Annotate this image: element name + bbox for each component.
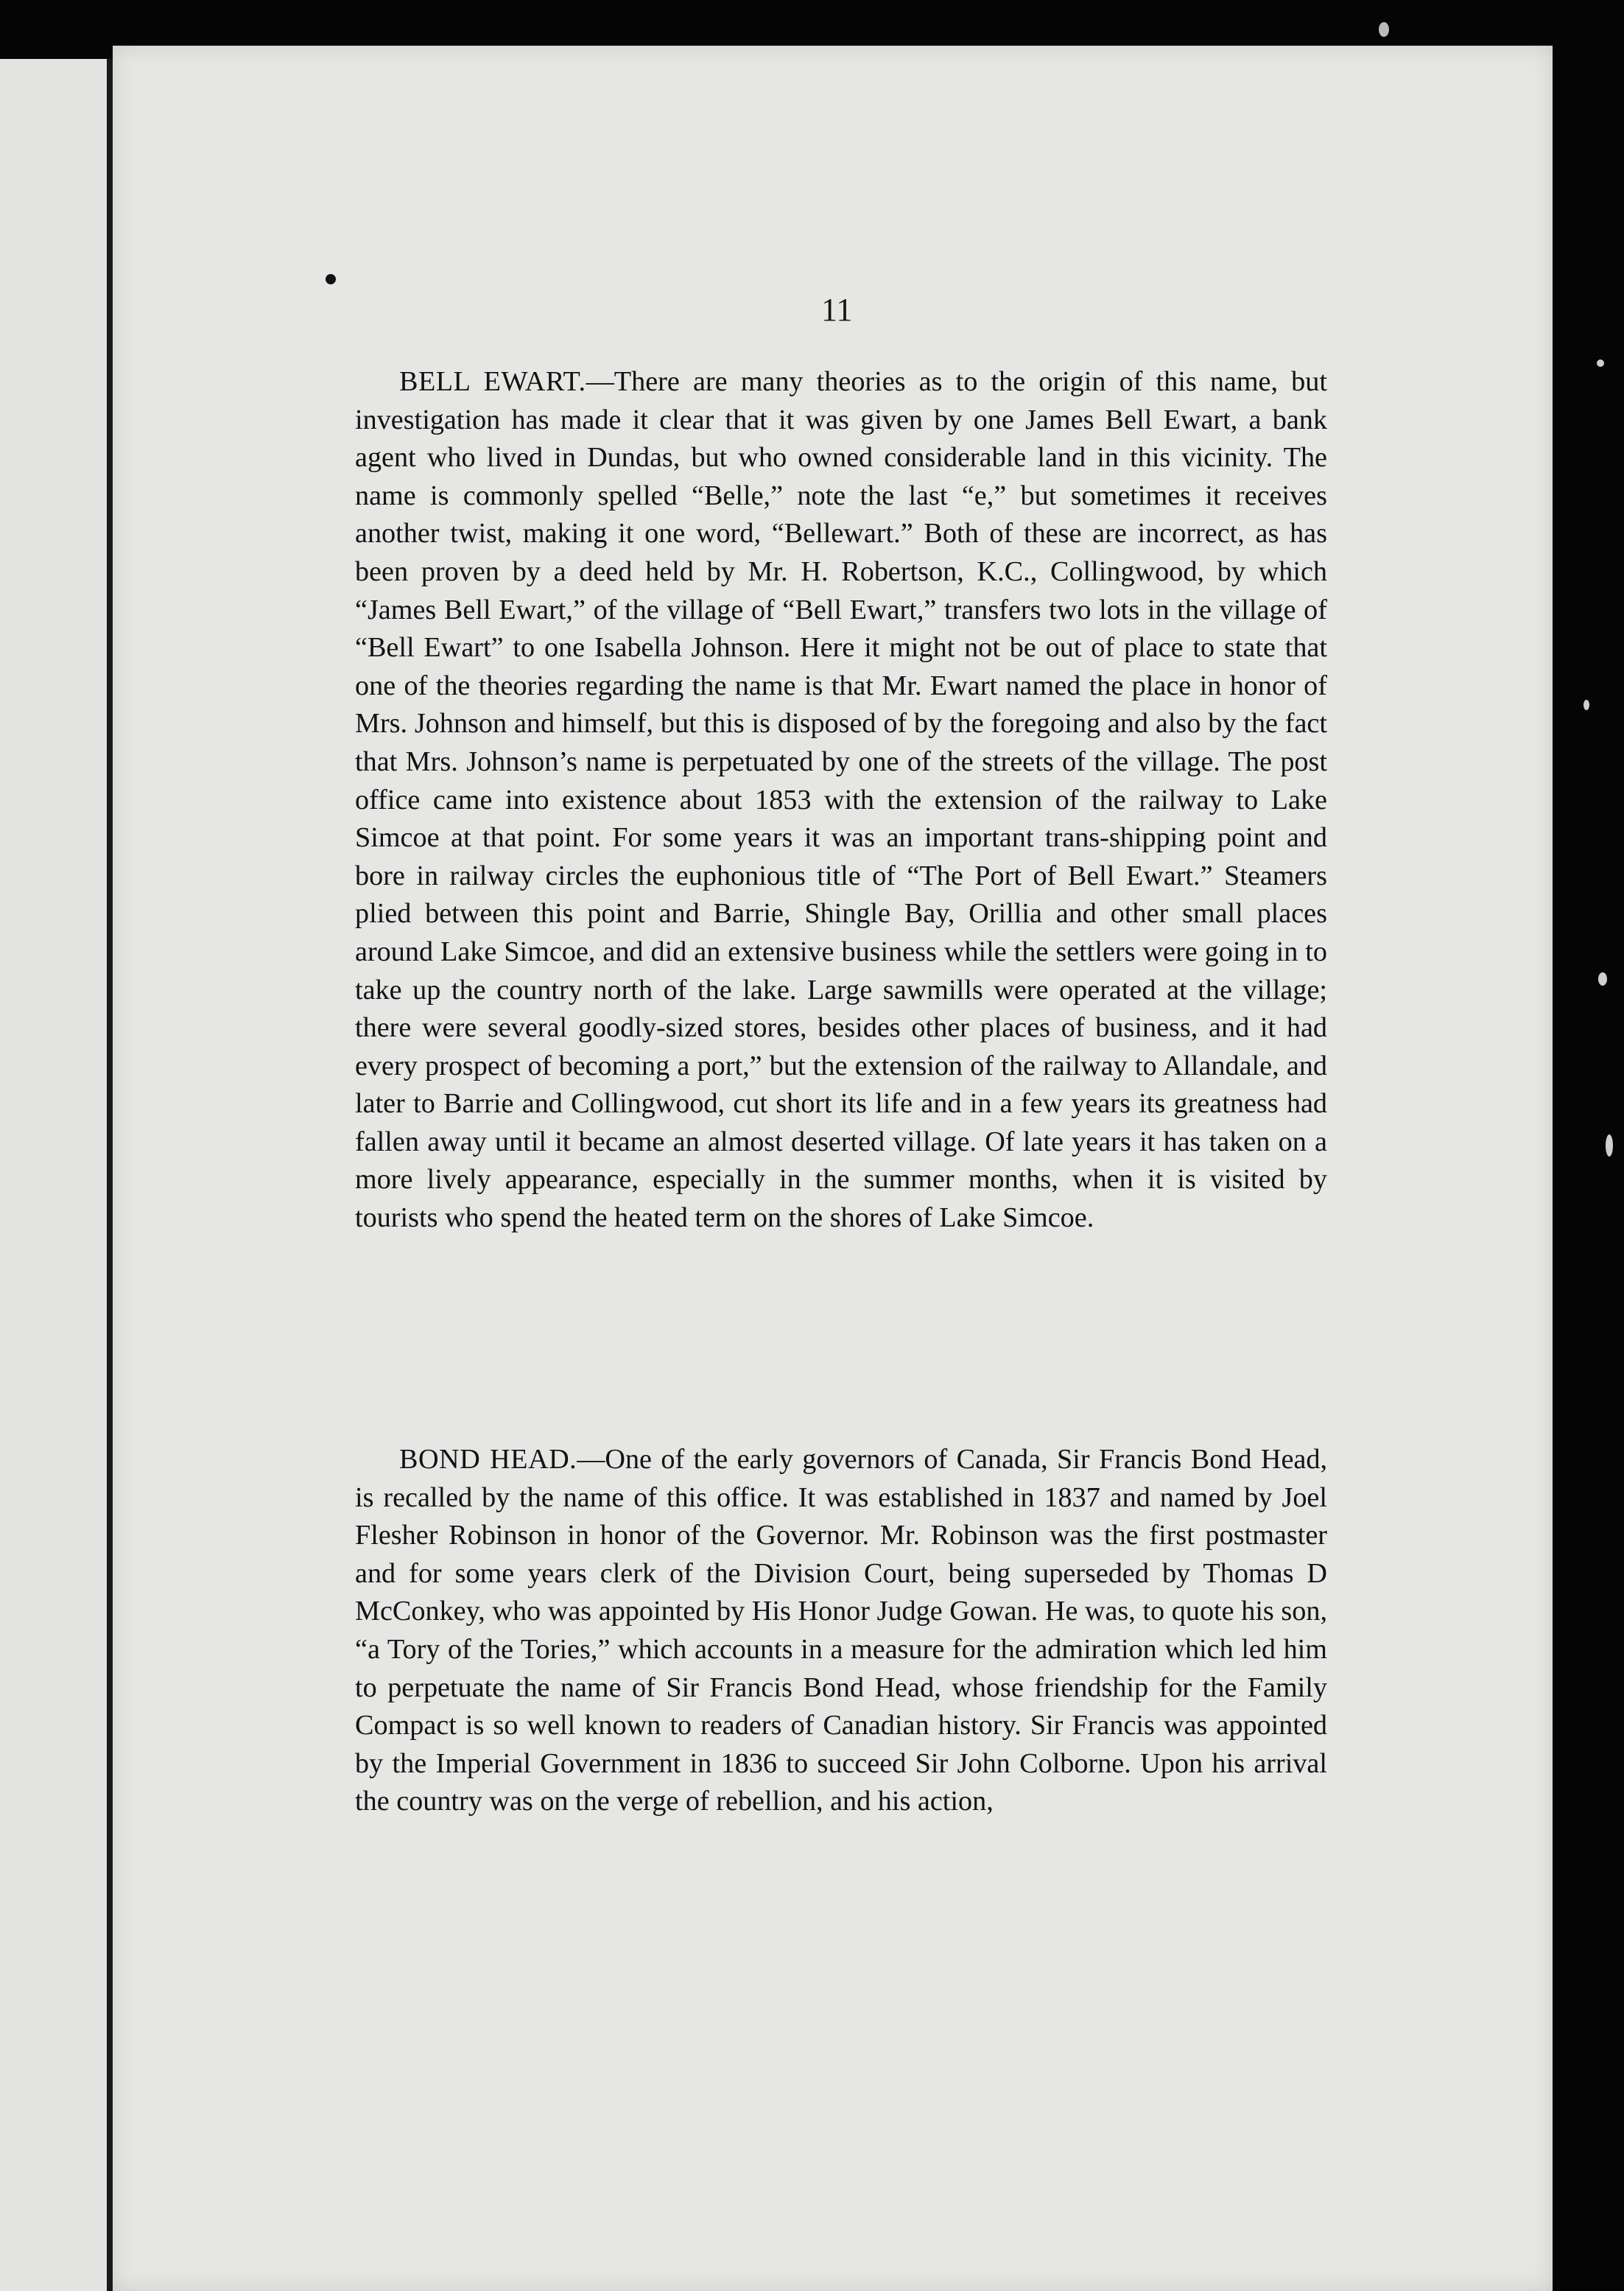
entry-text: —One of the early governors of Canada, Sir Francis Bond Head, is recalled by the name of this office. It was established in 1837 and named by Joel Flesher Robinson in honor of the Governor. Mr. Robinson was the first postmaster and for some years clerk of the Division Court, being superseded by Thomas D McConkey, who was appointed by His Honor Judge Gowan. He was, to quote his son, “a Tory of the Tories,” which accounts in a measure for the admiration which led him to perpetuate the name of Sir Francis Bond Head, whose friendship for the Family Compact is so well known to readers of Canadian history. Sir Francis was appointed by the Imperial Government in 1836 to succeed Sir John Colborne. Upon his arrival the country was on the verge of rebellion, and his action, [355, 1444, 1328, 1817]
margin-speck [1583, 700, 1589, 710]
margin-speck [1606, 1134, 1613, 1157]
entry-heading: BELL EWART. [399, 366, 586, 397]
margin-speck [1598, 972, 1607, 986]
margin-speck [1379, 22, 1389, 37]
entry-bell-ewart [355, 363, 1327, 1238]
entry-bond-head [355, 1441, 1327, 1821]
entry-text: —There are many theories as to the origin of this name, but investigation has made it clear that it was given by one James Bell Ewart, a bank agent who lived in Dundas, but who owned considerable land in this vicinity. The name is commonly spelled “Belle,” note the last “e,” but sometimes it receives another twist, making it one word, “Bellewart.” Both of these are incorrect, as has been proven by a deed held by Mr. H. Robertson, K.C., Collingwood, by which “James Bell Ewart,” of the village of “Bell Ewart,” transfers two lots in the village of “Bell Ewart” to one Isabella Johnson. Here it might not be out of place to state that one of the theories regarding the name is that Mr. Ewart named the place in honor of Mrs. Johnson and himself, but this is disposed of by the foregoing and also by the fact that Mrs. Johnson’s name is perpetuated by one of the streets of the village. The post office came into existence about 1853 with the extension of the railway to Lake Simcoe at that point. For some years it was an important trans-shipping point and bore in railway circles the euphonious title of “The Port of Bell Ewart.” Steamers plied between this point and Barrie, Shingle Bay, Orillia and other small places around Lake Simcoe, and did an extensive business while the settlers were going in to take up the country north of the lake. Large sawmills were operated at the village; there were several goodly-sized stores, besides other places of business, and it had every prospect of becoming a port,” but the extension of the railway to Allandale, and later to Barrie and Collingwood, cut short its life and in a few years its greatness had fallen away until it became an almost deserted village. Of late years it has taken on a more lively appearance, especially in the summer months, when it is visited by tourists who spend the heated term on the shores of Lake Simcoe. [355, 366, 1327, 1234]
facing-page-edge [0, 59, 107, 2291]
ink-spot [326, 274, 336, 284]
entry-heading: BOND HEAD. [399, 1444, 577, 1475]
page-gutter [107, 59, 113, 2291]
page-number: 11 [821, 292, 853, 328]
margin-speck [1597, 359, 1604, 367]
